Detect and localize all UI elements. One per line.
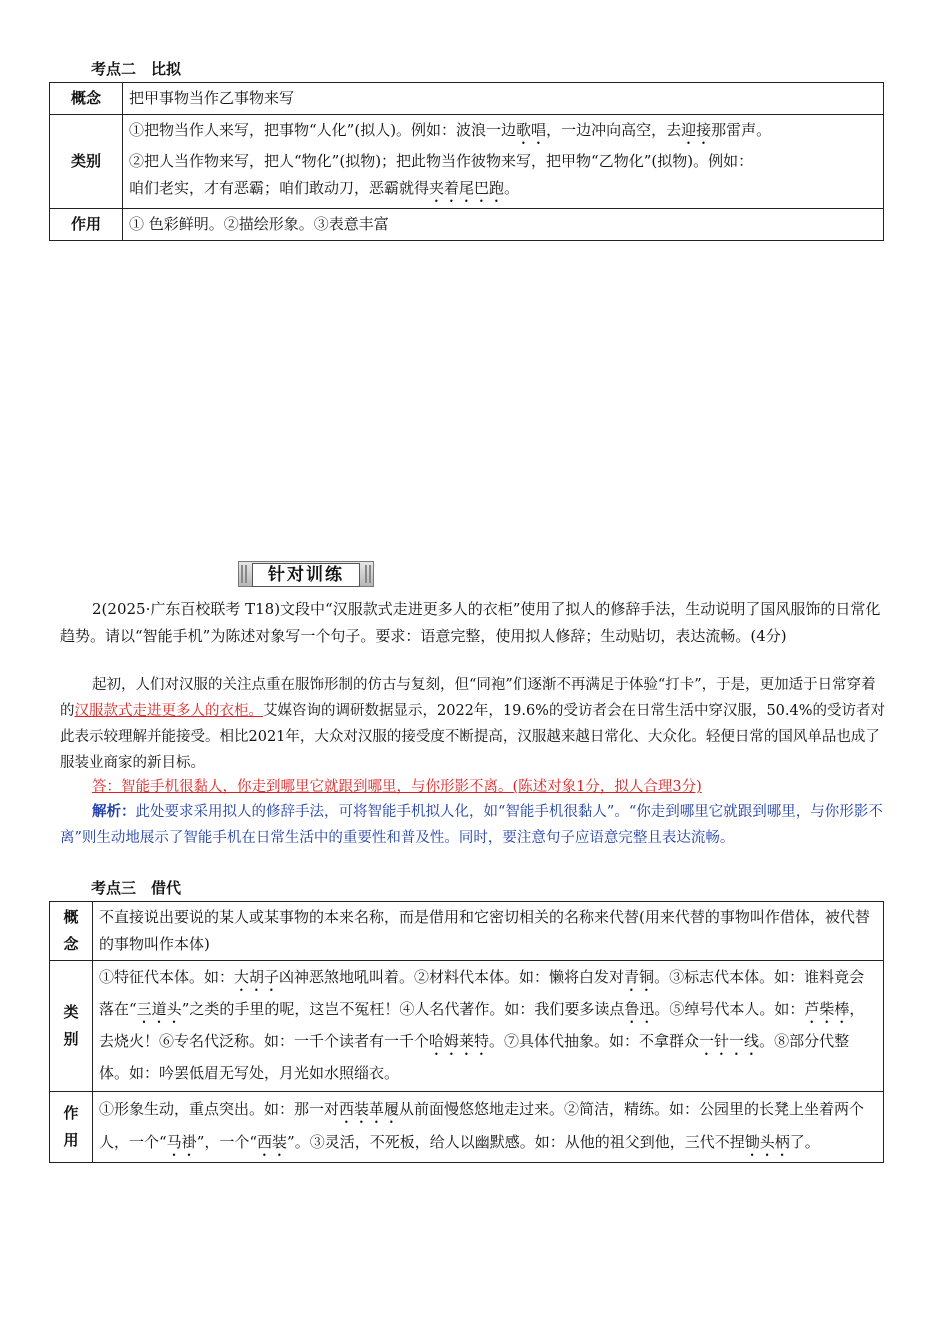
exercise-answer: 答：智能手机很黏人，你走到哪里它就跟到哪里，与你形影不离。(陈述对象1分，拟人合理3分)	[92, 779, 702, 795]
s3-types-label: 类别	[50, 961, 93, 1092]
section2-title: 考点二 比拟	[91, 60, 182, 78]
s3-concept-label: 概念	[50, 902, 93, 961]
types-text: ①把物当作人来写，把事物“人化”(拟人)。例如：波浪一边歌唱，一边冲向高空，去迎接那雷声。 ②把人当作物来写，把人“物化”(拟物)；把此物当作彼物来写，把甲物“乙物化”(拟物)。例如： 咱们老实，才有恶霸；咱们敢动刀，恶霸就得夹着尾巴跑。	[123, 115, 884, 209]
training-banner-label: 针对训练	[252, 563, 360, 587]
effect-label: 作用	[50, 209, 123, 241]
exercise-question: 2(2025·广东百校联考 T18)文段中“汉服款式走进更多人的衣柜”使用了拟人的修辞手法，生动说明了国风服饰的日常化趋势。请以“智能手机”为陈述对象写一个句子。要求：语意完整，使用拟人修辞；生动贴切，表达流畅。(4分)	[60, 600, 881, 645]
concept-label: 概念	[50, 83, 123, 115]
effect-text: ① 色彩鲜明。②描绘形象。③表意丰富	[123, 209, 884, 241]
s3-types-text: ①特征代本体。如：大胡子凶神恶煞地吼叫着。②材料代本体。如：懒将白发对青铜。③标志代本体。如：谁料竟会落在“三道头”之类的手里的呢，这岂不冤枉！④人名代著作。如：我们要多读点鲁迅。⑤绰号代本人。如：芦柴棒，去烧火！⑥专名代泛称。如：一千个读者有一千个哈姆莱特。⑦具体代抽象。如：不拿群众一针一线。⑧部分代整体。如：吟罢低眉无写处，月光如水照缁衣。	[93, 961, 884, 1092]
types-label: 类别	[50, 115, 123, 209]
concept-text: 把甲事物当作乙事物来写	[123, 83, 884, 115]
exercise-analysis: 解析：此处要求采用拟人的修辞手法，可将智能手机拟人化，如“智能手机很黏人”。“你走到哪里它就跟到哪里，与你形影不离”则生动地展示了智能手机在日常生活中的重要性和普及性。同时，要注意句子应语意完整且表达流畅。	[60, 803, 883, 846]
s3-effect-text: ①形象生动，重点突出。如：那一对西装革履从前面慢悠悠地走过来。②简洁，精练。如：公园里的长凳上坐着两个人，一个“马褂”，一个“西装”。③灵活，不死板，给人以幽默感。如：从他的祖父到他，三代不捏锄头柄了。	[93, 1091, 884, 1162]
section3-table	[49, 901, 884, 1163]
exercise-passage: 起初，人们对汉服的关注点重在服饰形制的仿古与复刻，但“同袍”们逐渐不再满足于体验“打卡”，于是，更加适于日常穿着的汉服款式走进更多人的衣柜。艾媒咨询的调研数据显示，2022年，19.6%的受访者会在日常生活中穿汉服，50.4%的受访者对此表示较理解并能接受。相比2021年，大众对汉服的接受度不断提高，汉服越来越日常化、大众化。轻便日常的国风单品也成了服装业商家的新目标。	[60, 677, 886, 771]
s3-effect-label: 作用	[50, 1091, 93, 1162]
training-banner	[238, 561, 374, 587]
passage-underline: 汉服款式走进更多人的衣柜。	[74, 703, 263, 719]
section3-title: 考点三 借代	[91, 879, 182, 897]
s3-concept-text: 不直接说出要说的某人或某事物的本来名称，而是借用和它密切相关的名称来代替(用来代替的事物叫作借体，被代替的事物叫作本体)	[93, 902, 884, 961]
section2-table	[49, 82, 884, 241]
